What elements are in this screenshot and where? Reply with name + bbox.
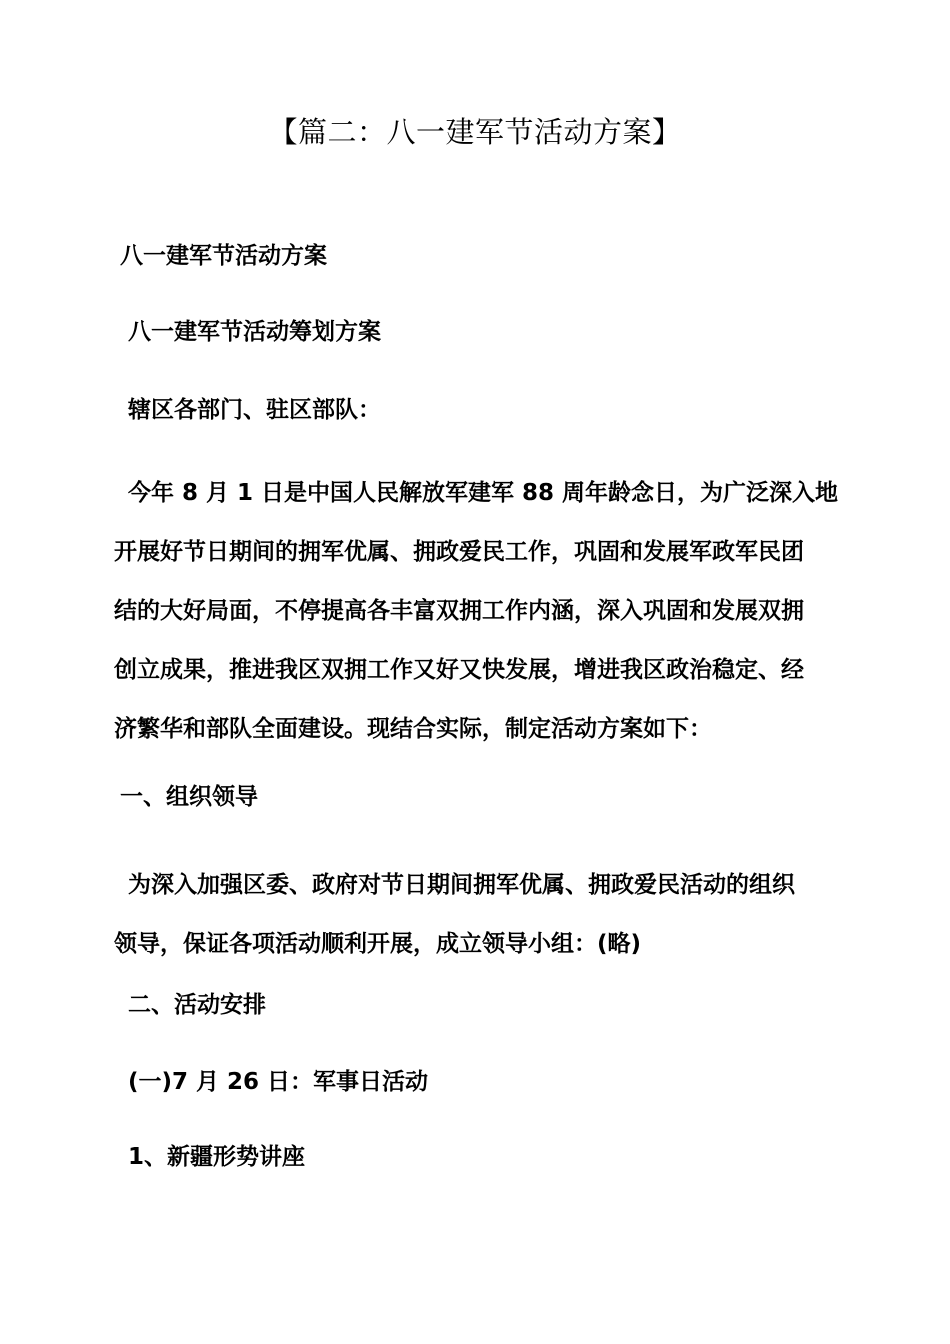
heading-plan: 八一建军节活动方案 bbox=[120, 243, 327, 269]
heading-planning-scheme: 八一建军节活动筹划方案 bbox=[128, 319, 381, 345]
section-heading-organization: 一、组织领导 bbox=[120, 784, 258, 810]
organization-line: 领导，保证各项活动顺利开展，成立领导小组：(略) bbox=[114, 931, 642, 957]
organization-paragraph bbox=[114, 856, 834, 974]
salutation: 辖区各部门、驻区部队： bbox=[128, 397, 381, 423]
section-heading-activities: 二、活动安排 bbox=[128, 992, 266, 1018]
subsection-heading-military-day: (一)7 月 26 日：军事日活动 bbox=[128, 1069, 429, 1095]
intro-line: 济繁华和部队全面建设。现结合实际，制定活动方案如下： bbox=[114, 716, 712, 742]
intro-paragraph bbox=[114, 464, 839, 759]
intro-line: 结的大好局面，不停提高各丰富双拥工作内涵，深入巩固和发展双拥 bbox=[114, 598, 804, 624]
document-title: 【篇二：八一建军节活动方案】 bbox=[268, 115, 682, 149]
intro-line: 创立成果，推进我区双拥工作又好又快发展，增进我区政治稳定、经 bbox=[114, 657, 804, 683]
intro-line: 开展好节日期间的拥军优属、拥政爱民工作，巩固和发展军政军民团 bbox=[114, 539, 804, 565]
intro-line: 今年 8 月 1 日是中国人民解放军建军 88 周年龄念日，为广泛深入地 bbox=[128, 480, 839, 506]
list-item-lecture: 1、新疆形势讲座 bbox=[128, 1144, 306, 1170]
organization-line: 为深入加强区委、政府对节日期间拥军优属、拥政爱民活动的组织 bbox=[128, 872, 795, 898]
